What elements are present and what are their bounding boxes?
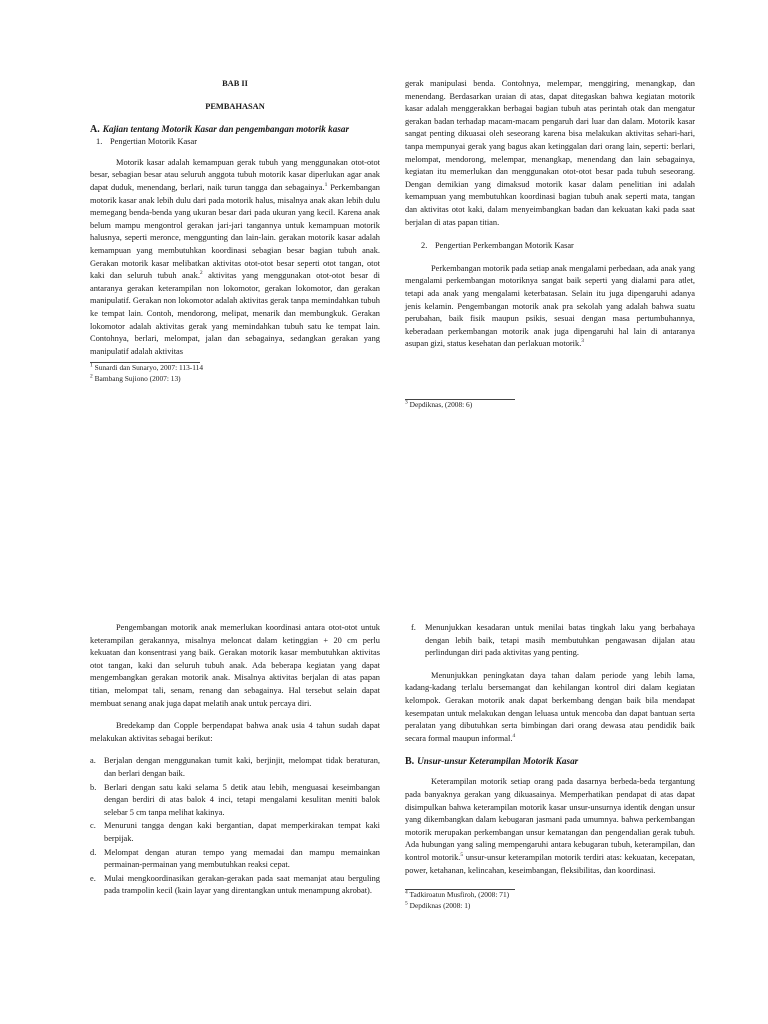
subsection-2-title: Pengertian Perkembangan Motorik Kasar	[435, 241, 574, 251]
paragraph-perkembangan	[405, 263, 695, 351]
footnote-mark: 3	[405, 399, 408, 406]
footnote-3	[405, 400, 695, 411]
list-item	[90, 820, 380, 845]
footnote-ref-4: 4	[512, 732, 516, 739]
list-label: a.	[90, 756, 96, 766]
subsection-1-title: Pengertian Motorik Kasar	[110, 137, 197, 147]
subsection-2-heading	[421, 240, 695, 253]
list-item	[90, 782, 380, 820]
footnote-ref-1: 1	[324, 182, 328, 189]
list-text: Menunjukkan kesadaran untuk menilai batas tingkah laku yang berbahaya dengan lebih baik, tetapi masih membutuhkan pengawasan dijalan atau perlindungan diri pada aktivitas yang penting.	[425, 623, 695, 658]
page2-left-column	[90, 622, 380, 899]
list-item	[411, 622, 695, 660]
footnote-mark: 2	[90, 373, 93, 380]
footnote-text: Depdiknas (2008: 1)	[409, 900, 471, 910]
footnote-1	[90, 363, 380, 374]
footnote-4	[405, 890, 695, 901]
list-label: b.	[90, 782, 97, 792]
list-label: c.	[90, 821, 96, 831]
page1-right-column	[405, 78, 695, 410]
paragraph-pengembangan: Pengembangan motorik anak memerlukan koordinasi antara otot-otot untuk keterampilan gerakannya, misalnya meloncat dalam ketinggian + 20 cm perlu kekuatan dan konsentrasi yang baik. Gerakan motorik kasar membutuhkan aktivitas otot tangan, kaki dan seluruh tubuh anak. Ada beberapa kegiatan yang dapat mengembangkan gerakan motorik anak. Misalnya aktivitas berjalan di atas papan titian, melompat tali, senam, renang dan sebagainya. Hal tersebut selain dapat membuat senang anak juga dapat melatih anak untuk percaya diri.	[90, 623, 380, 708]
subsection-1-heading	[96, 136, 380, 149]
list-text: Melompat dengan aturan tempo yang memadai dan mampu memainkan permainan-permainan yang membutuhkan reaksi cepat.	[104, 847, 380, 870]
paragraph-text: Keterampilan motorik setiap orang pada dasarnya berbeda-beda tergantung pada banyaknya gerakan yang dikuasainya. Memperhatikan pendapat di atas dapat disimpulkan bahwa keterampilan motorik kasar unsur-unsurnya identik dengan unsur yang dikembangkan dalam kebugaran jasmani pada umumnya. bahwa perkembangan motorik merupakan perkembangan unsur kematangan dan pengendalian gerak tubuh. Ada hubungan yang saling mempengaruhi antara kebugaran tubuh, keterampilan, dan kontrol motorik.	[405, 777, 695, 862]
paragraph-text: aktivitas yang menggunakan otot-otot besar di antaranya gerakan keterampilan non lokomotor, gerakan lokomotor, dan gerakan manipulatif. Gerakan non lokomotor adalah aktivitas gerak tanpa memindahkan tubuh ke tempat lain. Contoh, mendorong, melipat, menarik dan membungkuk. Gerakan lokomotor adalah aktivitas gerak yang memindahkan tubuh satu ke tempat lain. Contohnya, berlari, melompat, jalan dan sebagainya, sedangkan gerakan yang manipulatif adalah aktivitas	[90, 271, 380, 356]
section-b-title: Unsur-unsur Keterampilan Motorik Kasar	[417, 756, 579, 767]
page2-right-column	[405, 622, 695, 911]
subsection-1-number: 1.	[96, 137, 103, 147]
list-label: f.	[411, 623, 416, 632]
list-label: e.	[90, 873, 96, 883]
chapter-title: PEMBAHASAN	[205, 101, 265, 111]
footnote-text: Sunardi dan Sunaryo, 2007: 113-114	[94, 363, 204, 373]
footnote-ref-5: 5	[460, 852, 464, 859]
footnote-mark: 5	[405, 900, 408, 907]
paragraph-text: Perkembangan motorik kasar anak lebih dulu dari pada motorik halus, misalnya anak akan lebih dulu memegang benda-benda yang ukuran besar dari pada ukuran yang kecil. Karena anak belum mampu mengontrol gerakan jari-jari tangannya untuk kemampuan motorik halusnya, seperti meronce, menggunting dan lain-lain. gerakan motorik kasar adalah kemampuan yang membutuhkan koordinasi sebagian besar bagian tubuh anak. Gerakan motorik kasar melibatkan aktivitas otot-otot besar seperti otot tangan, otot kaki dan seluruh tubuh anak.	[90, 182, 380, 281]
footnote-ref-2: 2	[199, 270, 203, 277]
list-label: d.	[90, 847, 97, 857]
subsection-2-number: 2.	[421, 241, 428, 251]
list-text: Mulai mengkoordinasikan gerakan-gerakan pada saat memanjat atau berguling pada trampolin kecil (kain layar yang direntangkan untuk menampung akrobat).	[104, 873, 380, 896]
paragraph-daya-tahan	[405, 670, 695, 746]
paragraph-unsur	[405, 776, 695, 877]
list-text: Berjalan dengan menggunakan tumit kaki, berjinjit, melompat tidak beraturan, dan berlari dengan baik.	[104, 756, 380, 778]
list-text: Berlari dengan satu kaki selama 5 detik atau lebih, menguasai keseimbangan dengan berdiri di atas balok 4 inci, tetapi mengalami kesulitan meniti balok selebar 5 cm tanpa melihat kakinya.	[104, 782, 380, 817]
footnote-text: Depdiknas, (2008: 6)	[409, 399, 473, 409]
paragraph-bredekamp: Bredekamp dan Copple berpendapat bahwa anak usia 4 tahun sudah dapat melakukan aktivitas sebagai berikut:	[90, 721, 380, 743]
document-page-bottom	[0, 512, 768, 1024]
footnote-mark: 4	[405, 889, 408, 896]
activity-list	[90, 755, 380, 898]
list-text: Menuruni tangga dengan kaki bergantian, dapat memperkirakan tempat kaki berpijak.	[104, 821, 380, 843]
paragraph-motorik-kasar	[90, 157, 380, 359]
footnote-ref-3: 3	[581, 338, 585, 345]
section-b-heading	[405, 755, 695, 768]
section-b-letter: B.	[405, 756, 415, 768]
list-item	[90, 847, 380, 872]
footnote-2	[90, 374, 380, 385]
paragraph-text: Perkembangan motorik pada setiap anak mengalami perbedaan, ada anak yang mengalami perkembangan motoriknya sangat baik seperti yang dialami para atlet, tetapi ada anak yang mengalami keterbatasan. Selain itu juga dipengaruhi adanya jenis kelamin. Pengembangan motorik anak pra sekolah yang adalah bahwa suatu perubahan, baik fisik maupun psikis, sesuai dengan masa pertumbuhannya, keberadaan perkembangan motorik anak juga dipengaruhi hal lain di antaranya asupan gizi, status kesehatan dan perlakuan motorik.	[405, 263, 695, 349]
section-a-heading	[90, 123, 380, 136]
paragraph-text: Motorik kasar adalah kemampuan gerak tubuh yang menggunakan otot-otot besar, sebagian besar atau seluruh anggota tubuh motorik kasar diperlukan agar anak dapat duduk, menendang, berlari, naik turun tangga dan sebagainya.	[90, 157, 380, 192]
paragraph-continuation: gerak manipulasi benda. Contohnya, melempar, menggiring, menangkap, dan menendang. Berdasarkan uraian di atas, dapat ditegaskan bahwa kegiatan motorik kasar adalah menggerakkan berbagai bagian tubuh atas perintah otak dan mengatur gerakan badan terhadap macam-macam pengaruh dari luar dan dalam. Motorik kasar sangat penting dikuasai oleh seseorang karena bisa melakukan aktivitas sehari-hari, tanpa mempunyai gerak yang bagus akan ketinggalan dari orang lain, seperti: berlari, melompat, mendorong, melempar, menangkap, menendang dan lain sebagainya, kegiatan itu memerlukan dan menggunakan otot-otot besar pada tubuh seseorang. Dengan demikian yang dimaksud motorik kasar dalam penelitian ini adalah kemampuan yang membutuhkan koordinasi bagian tubuh anak seperti mata, tangan dan aktivitas otot kaki, dalam menyeimbangkan badan dan kekuatan kaki pada saat berjalan di atas papan titian.	[405, 79, 695, 227]
list-item	[90, 755, 380, 780]
section-a-title: Kajian tentang Motorik Kasar dan pengembangan motorik kasar	[102, 124, 350, 135]
list-item	[90, 873, 380, 898]
footnote-text: Bambang Sujiono (2007: 13)	[94, 373, 181, 383]
footnote-text: Tadkiroatun Musfiroh, (2008: 71)	[409, 890, 510, 900]
chapter-heading: BAB II	[222, 79, 248, 88]
footnote-5	[405, 901, 695, 912]
paragraph-text: unsur-unsur keterampilan motorik terdiri atas: kekuatan, kecepatan, power, ketahanan, kelincahan, keseimbangan, fleksibilitas, dan koordinasi.	[405, 852, 695, 875]
page1-left-column	[90, 78, 380, 384]
section-a-letter: A.	[90, 124, 100, 136]
activity-list-continued	[411, 622, 695, 660]
footnote-mark: 1	[90, 362, 93, 369]
paragraph-text: Menunjukkan peningkatan daya tahan dalam periode yang lebih lama, kadang-kadang terlalu bersemangat dan kehilangan kontrol diri dalam kegiatan kelompok. Gerakan motorik anak dapat berkembang dengan baik bila mendapat kesempatan untuk melakukan dengan leluasa untuk mencoba dan dapat bantuan serta peralatan yang dibutuhkan serta bimbingan dari orang dewasa atau pendidik baik secara formal maupun informal.	[405, 670, 695, 743]
